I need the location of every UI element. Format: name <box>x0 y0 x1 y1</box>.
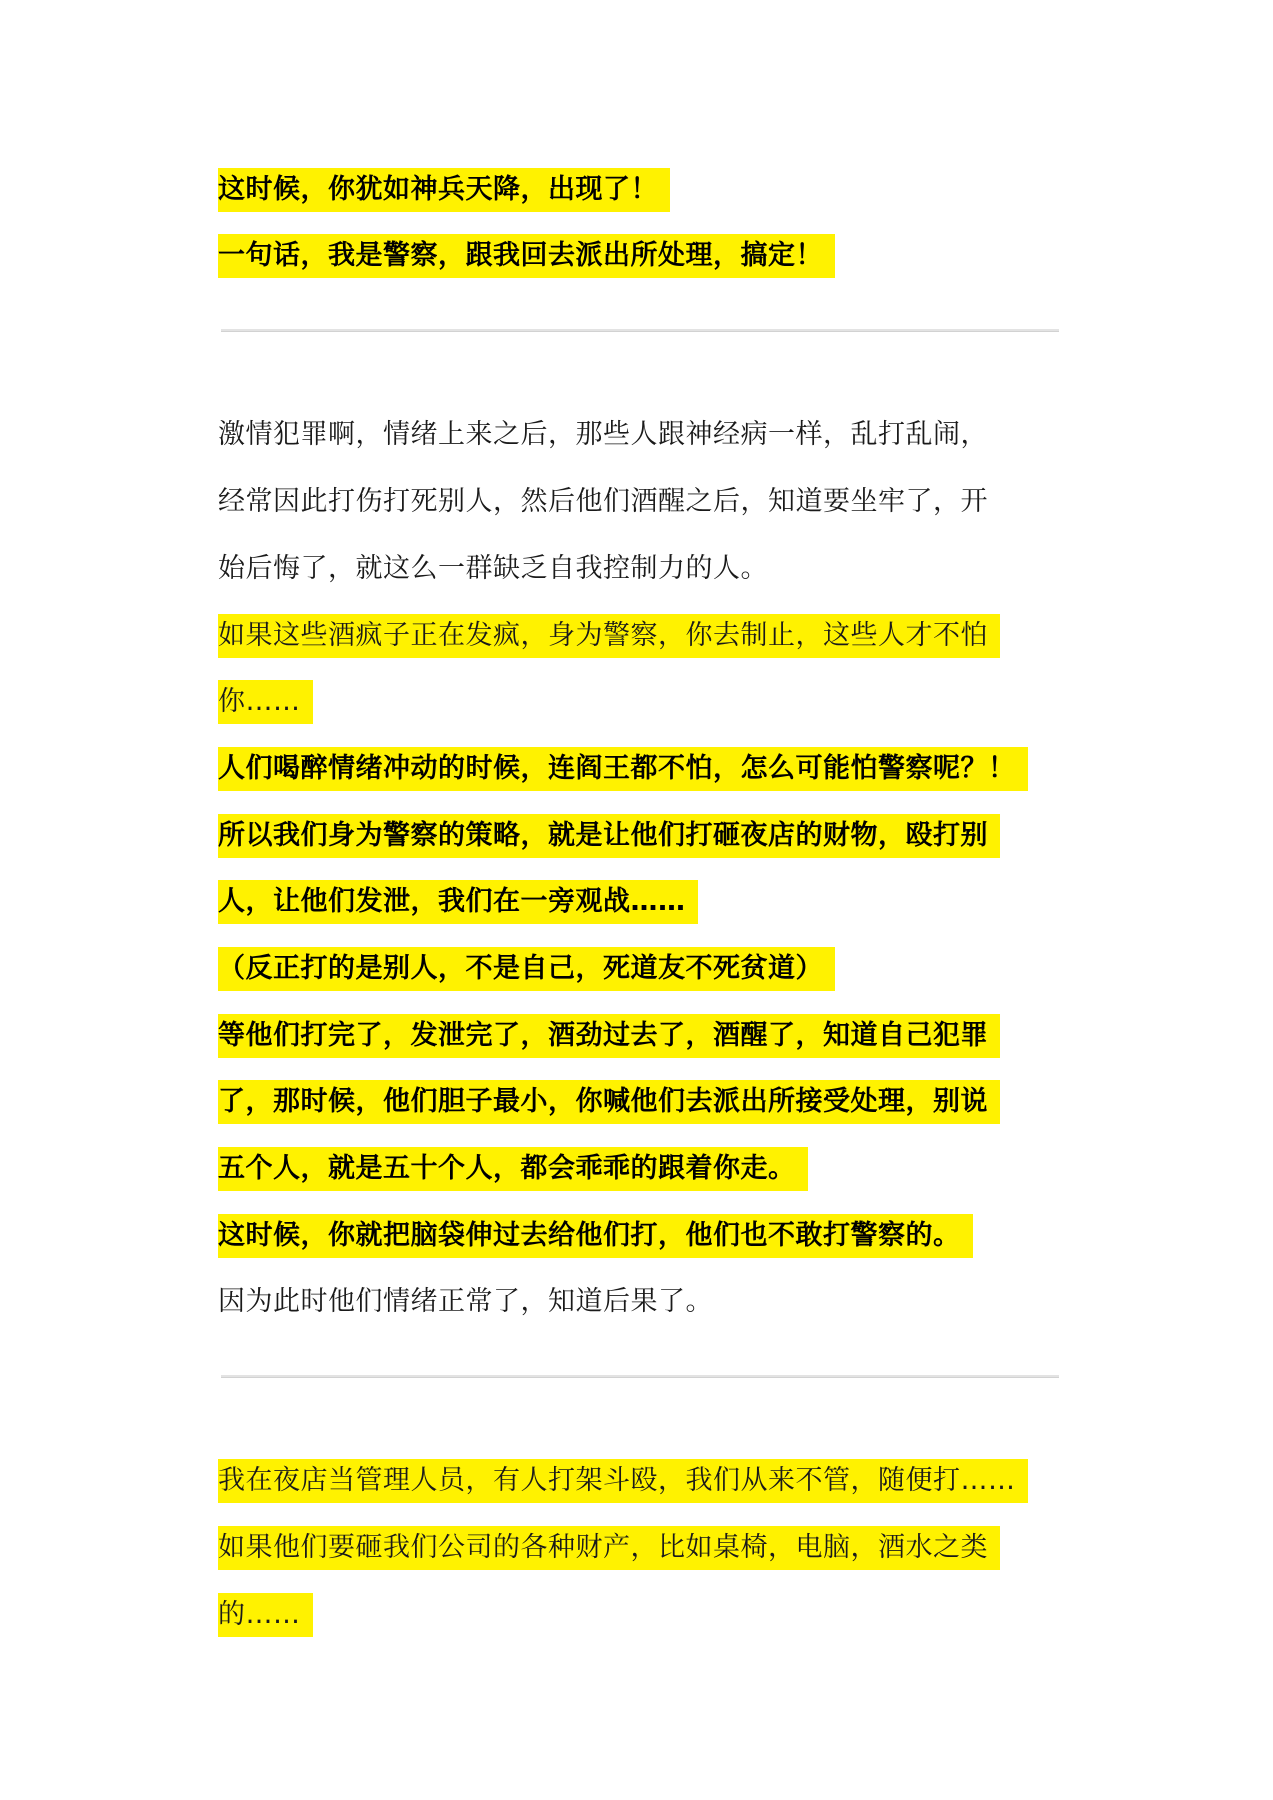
text-line: 因为此时他们情绪正常了，知道后果了。 <box>218 1286 713 1317</box>
section-divider <box>221 1375 1059 1378</box>
text-line-highlighted-bold: 人们喝醉情绪冲动的时候，连阎王都不怕，怎么可能怕警察呢？！ <box>218 747 1028 791</box>
text-line-highlighted-bold: 人，让他们发泄，我们在一旁观战…… <box>218 880 698 924</box>
text-line-highlighted-bold: 五个人，就是五十个人，都会乖乖的跟着你走。 <box>218 1147 808 1191</box>
text-line-highlighted-bold: 等他们打完了，发泄完了，酒劲过去了，酒醒了，知道自己犯罪 <box>218 1014 1000 1058</box>
text-line: 始后悔了，就这么一群缺乏自我控制力的人。 <box>218 553 768 584</box>
text-line: 激情犯罪啊，情绪上来之后，那些人跟神经病一样，乱打乱闹， <box>218 419 988 450</box>
text-line-highlighted-bold: （反正打的是别人，不是自己，死道友不死贫道） <box>218 947 835 991</box>
text-line-highlighted: 如果这些酒疯子正在发疯，身为警察，你去制止，这些人才不怕 <box>218 614 1000 658</box>
text-line-highlighted: 我在夜店当管理人员，有人打架斗殴，我们从来不管，随便打…… <box>218 1459 1028 1503</box>
text-line-highlighted-bold: 了，那时候，他们胆子最小，你喊他们去派出所接受处理，别说 <box>218 1080 1000 1124</box>
text-line: 经常因此打伤打死别人，然后他们酒醒之后，知道要坐牢了，开 <box>218 486 988 517</box>
text-line-highlighted-bold: 这时候，你犹如神兵天降，出现了！ <box>218 168 670 212</box>
text-line-highlighted-bold: 这时候，你就把脑袋伸过去给他们打，他们也不敢打警察的。 <box>218 1214 973 1258</box>
text-line-highlighted: 如果他们要砸我们公司的各种财产，比如桌椅，电脑，酒水之类 <box>218 1526 1000 1570</box>
text-line-highlighted-bold: 所以我们身为警察的策略，就是让他们打砸夜店的财物，殴打别 <box>218 814 1000 858</box>
text-line-highlighted: 的…… <box>218 1593 313 1637</box>
section-divider <box>221 329 1059 332</box>
text-line-highlighted: 你…… <box>218 680 313 724</box>
text-line-highlighted-bold: 一句话，我是警察，跟我回去派出所处理，搞定！ <box>218 234 835 278</box>
